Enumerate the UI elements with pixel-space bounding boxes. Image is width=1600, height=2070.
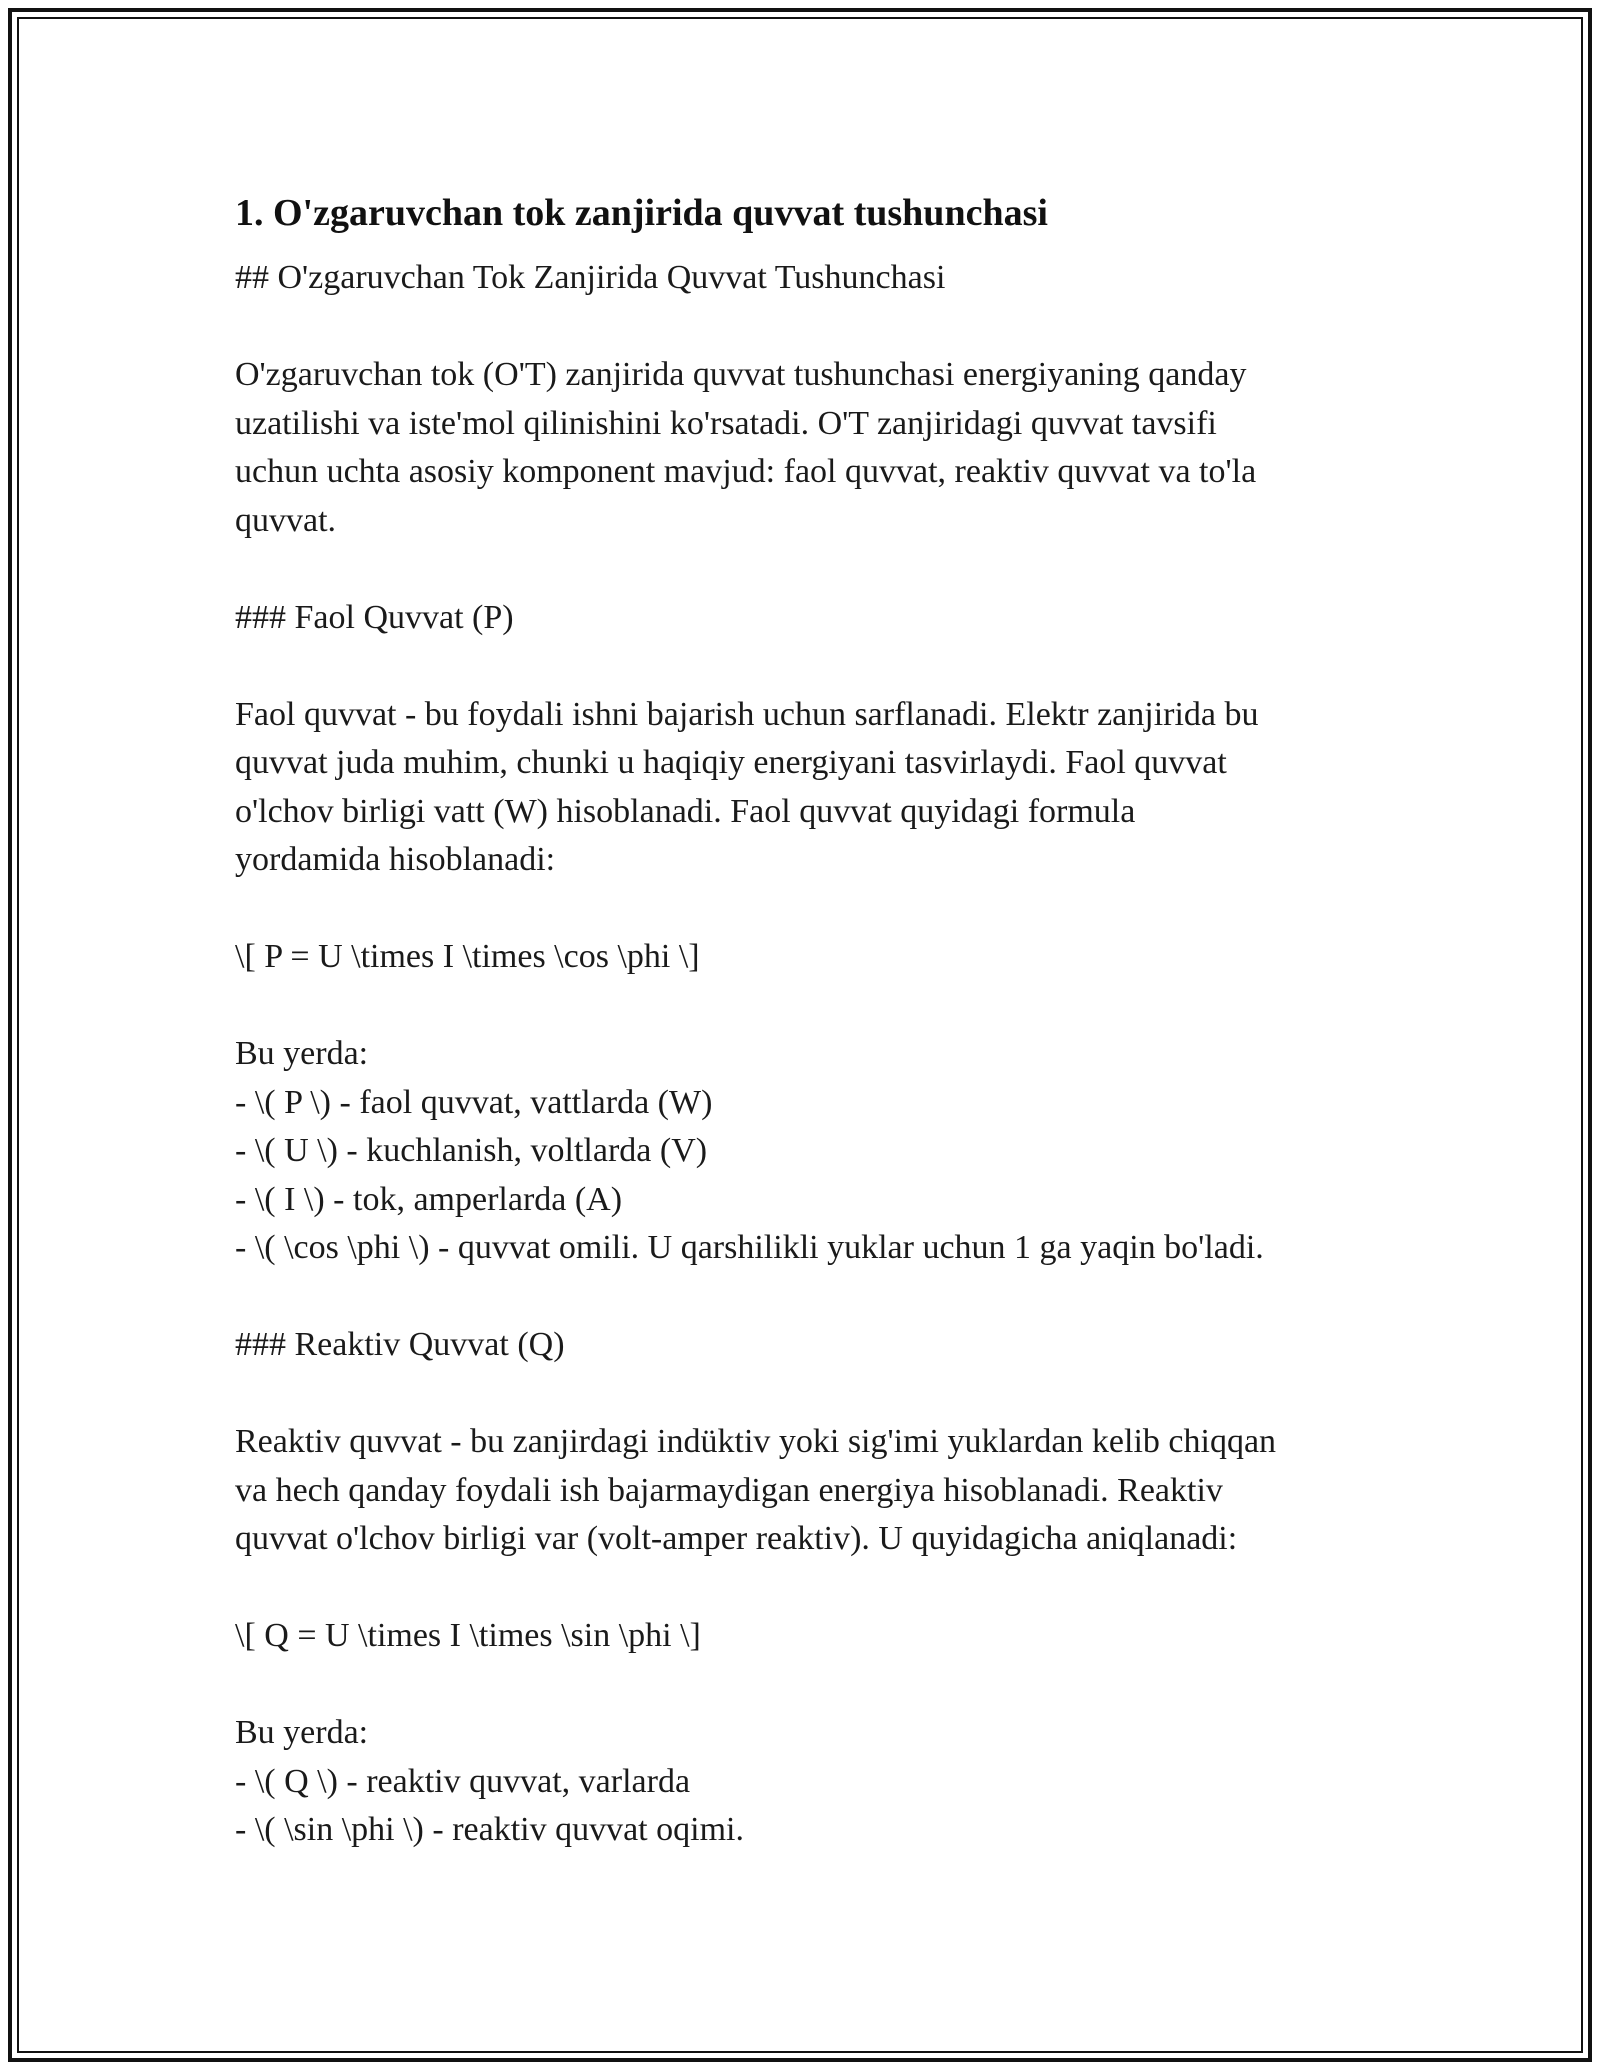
blank-line (235, 1564, 1385, 1613)
subtitle-heading: ## O'zgaruvchan Tok Zanjirida Quvvat Tushunchasi (235, 259, 946, 296)
title-spacer (235, 240, 1385, 254)
formula-line: \[ P = U \times I \times \cos \phi \] (235, 938, 700, 975)
text-line: uzatilishi va iste'mol qilinishini ko'rsatadi. O'T zanjiridagi quvvat tavsifi (235, 404, 1217, 442)
list-item: - \( \sin \phi \) - reaktiv quvvat oqimi. (235, 1811, 744, 1848)
formula-line: \[ Q = U \times I \times \sin \phi \] (235, 1617, 701, 1654)
blank-line (235, 1273, 1385, 1322)
section-heading: ### Reaktiv Quvvat (Q) (235, 1326, 565, 1363)
document-lines (235, 254, 1385, 1855)
list-item: - \( \cos \phi \) - quvvat omili. U qarshilikli yuklar uchun 1 ga yaqin bo'ladi. (235, 1229, 1264, 1266)
text-line: quvvat juda muhim, chunki u haqiqiy energiyani tasvirlaydi. Faol quvvat (235, 744, 1227, 781)
text-line: yordamida hisoblanadi: (235, 841, 556, 878)
text-line: o'lchov birligi vatt (W) hisoblanadi. Faol quvvat quyidagi formula (235, 792, 1136, 830)
document-body (235, 186, 1385, 1855)
list-item: - \( Q \) - reaktiv quvvat, varlarda (235, 1762, 691, 1800)
text-line: O'zgaruvchan tok (O'T) zanjirida quvvat tushunchasi energiyaning qanday (235, 356, 1247, 393)
text-line: va hech qanday foydali ish bajarmaydigan energiya hisoblanadi. Reaktiv (235, 1471, 1223, 1509)
blank-line (235, 885, 1385, 934)
text-line: Faol quvvat - bu foydali ishni bajarish uchun sarflanadi. Elektr zanjirida bu (235, 695, 1259, 733)
text-line: Bu yerda: (235, 1035, 369, 1072)
document-title: 1. O'zgaruvchan tok zanjirida quvvat tushunchasi (235, 192, 1048, 234)
blank-line (235, 1370, 1385, 1419)
blank-line (235, 545, 1385, 594)
blank-line (235, 982, 1385, 1031)
blank-line (235, 1661, 1385, 1710)
blank-line (235, 303, 1385, 352)
text-line: uchun uchta asosiy komponent mavjud: faol quvvat, reaktiv quvvat va to'la (235, 453, 1257, 490)
text-line: quvvat o'lchov birligi var (volt-amper reaktiv). U quyidagicha aniqlanadi: (235, 1520, 1238, 1557)
list-item: - \( P \) - faol quvvat, vattlarda (W) (235, 1083, 713, 1121)
section-heading: ### Faol Quvvat (P) (235, 598, 514, 636)
list-item: - \( I \) - tok, amperlarda (A) (235, 1180, 623, 1218)
list-item: - \( U \) - kuchlanish, voltlarda (V) (235, 1132, 708, 1169)
blank-line (235, 642, 1385, 691)
text-line: Bu yerda: (235, 1714, 369, 1751)
text-line: Reaktiv quvvat - bu zanjirdagi indüktiv yoki sig'imi yuklardan kelib chiqqan (235, 1423, 1277, 1460)
text-line: quvvat. (235, 501, 337, 539)
